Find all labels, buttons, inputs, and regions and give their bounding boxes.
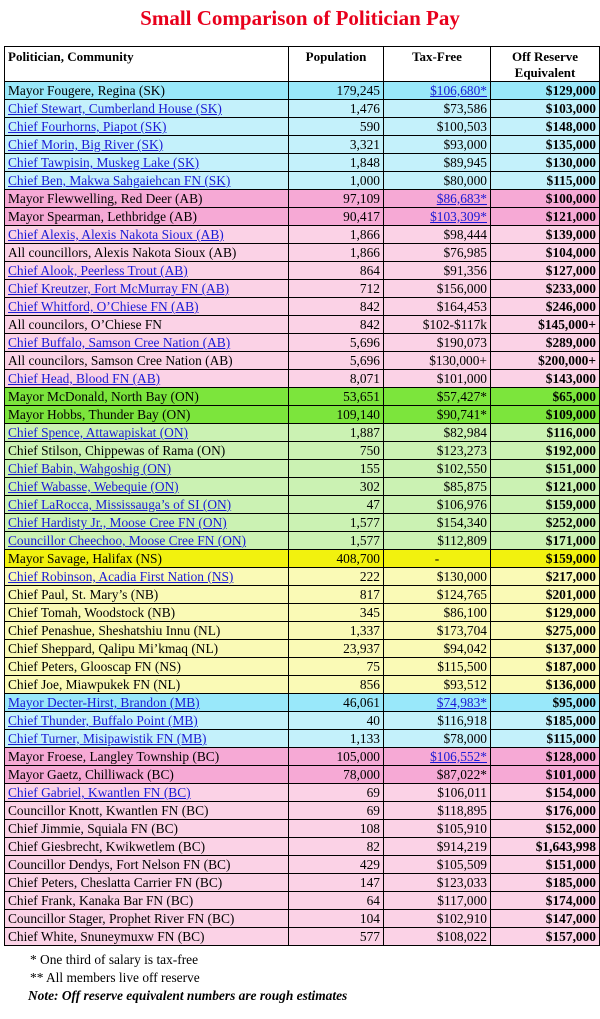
- politician-cell: Mayor Hobbs, Thunder Bay (ON): [5, 406, 289, 424]
- taxfree-cell: $154,340: [384, 514, 491, 532]
- offreserve-cell: $100,000: [491, 190, 600, 208]
- header-offreserve: [491, 47, 600, 82]
- table-row: [5, 676, 600, 694]
- table-row: [5, 370, 600, 388]
- politician-link[interactable]: Chief Tawpisin, Muskeg Lake (SK): [5, 154, 289, 172]
- population-cell: 97,109: [289, 190, 384, 208]
- taxfree-cell: $87,022*: [384, 766, 491, 784]
- taxfree-cell: $105,509: [384, 856, 491, 874]
- population-cell: 155: [289, 460, 384, 478]
- politician-cell: Chief Penashue, Sheshatshiu Innu (NL): [5, 622, 289, 640]
- table-row: [5, 316, 600, 334]
- offreserve-cell: $130,000: [491, 154, 600, 172]
- offreserve-cell: $217,000: [491, 568, 600, 586]
- politician-link[interactable]: Chief Thunder, Buffalo Point (MB): [5, 712, 289, 730]
- taxfree-cell: $85,875: [384, 478, 491, 496]
- population-cell: 842: [289, 298, 384, 316]
- population-cell: 577: [289, 928, 384, 946]
- table-row: [5, 928, 600, 946]
- footnote-taxfree: * One third of salary is tax-free: [30, 952, 199, 967]
- population-cell: 5,696: [289, 352, 384, 370]
- population-cell: 1,000: [289, 172, 384, 190]
- politician-link[interactable]: Chief Alexis, Alexis Nakota Sioux (AB): [5, 226, 289, 244]
- offreserve-cell: $151,000: [491, 856, 600, 874]
- population-cell: 108: [289, 820, 384, 838]
- offreserve-cell: $65,000: [491, 388, 600, 406]
- offreserve-cell: $152,000: [491, 820, 600, 838]
- taxfree-cell: $76,985: [384, 244, 491, 262]
- table-body: [5, 82, 600, 946]
- taxfree-cell: $190,073: [384, 334, 491, 352]
- offreserve-cell: $115,000: [491, 172, 600, 190]
- table-row: [5, 838, 600, 856]
- offreserve-cell: $252,000: [491, 514, 600, 532]
- footnote-offreserve: ** All members live off reserve: [30, 970, 200, 985]
- population-cell: 842: [289, 316, 384, 334]
- taxfree-cell: $118,895: [384, 802, 491, 820]
- population-cell: 408,700: [289, 550, 384, 568]
- table-row: [5, 424, 600, 442]
- politician-cell: All councillors, Alexis Nakota Sioux (AB): [5, 244, 289, 262]
- taxfree-cell: $73,586: [384, 100, 491, 118]
- population-cell: 53,651: [289, 388, 384, 406]
- population-cell: 82: [289, 838, 384, 856]
- table-row: [5, 910, 600, 928]
- politician-link[interactable]: Chief Buffalo, Samson Cree Nation (AB): [5, 334, 289, 352]
- taxfree-cell: $123,033: [384, 874, 491, 892]
- table-row: [5, 622, 600, 640]
- offreserve-cell: $200,000+: [491, 352, 600, 370]
- offreserve-cell: $171,000: [491, 532, 600, 550]
- politician-link[interactable]: Chief Kreutzer, Fort McMurray FN (AB): [5, 280, 289, 298]
- population-cell: 750: [289, 442, 384, 460]
- taxfree-link[interactable]: $74,983*: [384, 694, 491, 712]
- table-row: [5, 460, 600, 478]
- table-row: [5, 442, 600, 460]
- taxfree-cell: $82,984: [384, 424, 491, 442]
- taxfree-cell: $90,741*: [384, 406, 491, 424]
- taxfree-cell: $173,704: [384, 622, 491, 640]
- offreserve-cell: $176,000: [491, 802, 600, 820]
- politician-cell: Chief Joe, Miawpukek FN (NL): [5, 676, 289, 694]
- table-row: [5, 892, 600, 910]
- politician-cell: Chief White, Snuneymuxw FN (BC): [5, 928, 289, 946]
- politician-cell: Mayor Savage, Halifax (NS): [5, 550, 289, 568]
- population-cell: 147: [289, 874, 384, 892]
- header-population: Population: [289, 47, 384, 82]
- table-row: [5, 874, 600, 892]
- population-cell: 222: [289, 568, 384, 586]
- table-row: [5, 172, 600, 190]
- table-row: [5, 856, 600, 874]
- table-row: [5, 784, 600, 802]
- taxfree-cell: $117,000: [384, 892, 491, 910]
- population-cell: 1,337: [289, 622, 384, 640]
- population-cell: 46,061: [289, 694, 384, 712]
- politician-link[interactable]: Chief Turner, Misipawistik FN (MB): [5, 730, 289, 748]
- politician-link[interactable]: Chief LaRocca, Mississauga’s of SI (ON): [5, 496, 289, 514]
- offreserve-cell: $137,000: [491, 640, 600, 658]
- politician-cell: Mayor Flewwelling, Red Deer (AB): [5, 190, 289, 208]
- population-cell: 23,937: [289, 640, 384, 658]
- offreserve-cell: $101,000: [491, 766, 600, 784]
- table-header-row: [5, 47, 600, 82]
- politician-cell: Chief Tomah, Woodstock (NB): [5, 604, 289, 622]
- politician-link[interactable]: Chief Hardisty Jr., Moose Cree FN (ON): [5, 514, 289, 532]
- taxfree-cell: $93,000: [384, 136, 491, 154]
- population-cell: 5,696: [289, 334, 384, 352]
- politician-cell: Mayor McDonald, North Bay (ON): [5, 388, 289, 406]
- table-row: [5, 100, 600, 118]
- taxfree-cell: $102,910: [384, 910, 491, 928]
- politician-link[interactable]: Chief Fourhorns, Piapot (SK): [5, 118, 289, 136]
- population-cell: 345: [289, 604, 384, 622]
- politician-cell: Councillor Dendys, Fort Nelson FN (BC): [5, 856, 289, 874]
- politician-link[interactable]: Chief Babin, Wahgoshig (ON): [5, 460, 289, 478]
- taxfree-cell: $106,011: [384, 784, 491, 802]
- table-row: [5, 766, 600, 784]
- taxfree-link[interactable]: $106,552*: [384, 748, 491, 766]
- politician-cell: Chief Stilson, Chippewas of Rama (ON): [5, 442, 289, 460]
- table-row: [5, 118, 600, 136]
- taxfree-cell: $80,000: [384, 172, 491, 190]
- taxfree-cell: $57,427*: [384, 388, 491, 406]
- population-cell: 179,245: [289, 82, 384, 100]
- offreserve-cell: $289,000: [491, 334, 600, 352]
- population-cell: 1,887: [289, 424, 384, 442]
- table-row: [5, 190, 600, 208]
- offreserve-cell: $159,000: [491, 550, 600, 568]
- politician-link[interactable]: Chief Head, Blood FN (AB): [5, 370, 289, 388]
- offreserve-cell: $154,000: [491, 784, 600, 802]
- taxfree-cell: $124,765: [384, 586, 491, 604]
- population-cell: 8,071: [289, 370, 384, 388]
- table-row: [5, 514, 600, 532]
- population-cell: 78,000: [289, 766, 384, 784]
- taxfree-cell: $116,918: [384, 712, 491, 730]
- table-row: [5, 640, 600, 658]
- politician-cell: Mayor Spearman, Lethbridge (AB): [5, 208, 289, 226]
- taxfree-cell: $91,356: [384, 262, 491, 280]
- header-offreserve-line2: Equivalent: [514, 65, 576, 80]
- taxfree-cell: $115,500: [384, 658, 491, 676]
- offreserve-cell: $1,643,998: [491, 838, 600, 856]
- politician-cell: All councilors, Samson Cree Nation (AB): [5, 352, 289, 370]
- population-cell: 1,848: [289, 154, 384, 172]
- taxfree-cell: $130,000+: [384, 352, 491, 370]
- offreserve-cell: $233,000: [491, 280, 600, 298]
- taxfree-cell: $914,219: [384, 838, 491, 856]
- table-row: [5, 748, 600, 766]
- taxfree-link[interactable]: $106,680*: [384, 82, 491, 100]
- population-cell: 864: [289, 262, 384, 280]
- population-cell: 90,417: [289, 208, 384, 226]
- table-row: [5, 226, 600, 244]
- page-title: Small Comparison of Politician Pay: [140, 6, 460, 30]
- population-cell: 69: [289, 784, 384, 802]
- population-cell: 429: [289, 856, 384, 874]
- table-row: [5, 694, 600, 712]
- table-row: [5, 154, 600, 172]
- table-row: [5, 496, 600, 514]
- offreserve-cell: $128,000: [491, 748, 600, 766]
- table-row: [5, 802, 600, 820]
- table-row: [5, 388, 600, 406]
- politician-cell: Chief Peters, Cheslatta Carrier FN (BC): [5, 874, 289, 892]
- table-row: [5, 550, 600, 568]
- offreserve-cell: $157,000: [491, 928, 600, 946]
- population-cell: 64: [289, 892, 384, 910]
- table-row: [5, 208, 600, 226]
- politician-link[interactable]: Chief Whitford, O’Chiese FN (AB): [5, 298, 289, 316]
- taxfree-cell: $102-$117k: [384, 316, 491, 334]
- taxfree-cell: $94,042: [384, 640, 491, 658]
- offreserve-cell: $95,000: [491, 694, 600, 712]
- table-row: [5, 406, 600, 424]
- politician-link[interactable]: Chief Morin, Big River (SK): [5, 136, 289, 154]
- table-row: [5, 478, 600, 496]
- footnote-estimates: Note: Off reserve equivalent numbers are rough estimates: [28, 988, 348, 1003]
- population-cell: 75: [289, 658, 384, 676]
- offreserve-cell: $139,000: [491, 226, 600, 244]
- population-cell: 302: [289, 478, 384, 496]
- politician-link[interactable]: Chief Spence, Attawapiskat (ON): [5, 424, 289, 442]
- taxfree-cell: $112,809: [384, 532, 491, 550]
- table-row: [5, 730, 600, 748]
- politician-cell: Chief Frank, Kanaka Bar FN (BC): [5, 892, 289, 910]
- pay-comparison-table: [4, 46, 600, 946]
- politician-link[interactable]: Chief Robinson, Acadia First Nation (NS): [5, 568, 289, 586]
- offreserve-cell: $151,000: [491, 460, 600, 478]
- offreserve-cell: $129,000: [491, 82, 600, 100]
- table-row: [5, 352, 600, 370]
- politician-cell: Chief Giesbrecht, Kwikwetlem (BC): [5, 838, 289, 856]
- table-row: [5, 244, 600, 262]
- politician-link[interactable]: Councillor Cheechoo, Moose Cree FN (ON): [5, 532, 289, 550]
- offreserve-cell: $201,000: [491, 586, 600, 604]
- population-cell: 817: [289, 586, 384, 604]
- population-cell: 69: [289, 802, 384, 820]
- politician-link[interactable]: Chief Gabriel, Kwantlen FN (BC): [5, 784, 289, 802]
- population-cell: 1,866: [289, 244, 384, 262]
- table-row: [5, 712, 600, 730]
- politician-link[interactable]: Chief Stewart, Cumberland House (SK): [5, 100, 289, 118]
- offreserve-cell: $159,000: [491, 496, 600, 514]
- taxfree-link[interactable]: $103,309*: [384, 208, 491, 226]
- offreserve-cell: $103,000: [491, 100, 600, 118]
- offreserve-cell: $136,000: [491, 676, 600, 694]
- offreserve-cell: $187,000: [491, 658, 600, 676]
- population-cell: 47: [289, 496, 384, 514]
- header-offreserve-line1: Off Reserve: [511, 49, 579, 64]
- offreserve-cell: $109,000: [491, 406, 600, 424]
- population-cell: 590: [289, 118, 384, 136]
- politician-cell: Chief Sheppard, Qalipu Mi’kmaq (NL): [5, 640, 289, 658]
- taxfree-cell: $123,273: [384, 442, 491, 460]
- taxfree-cell: $93,512: [384, 676, 491, 694]
- politician-link[interactable]: Chief Wabasse, Webequie (ON): [5, 478, 289, 496]
- table-row: [5, 280, 600, 298]
- taxfree-cell: $86,100: [384, 604, 491, 622]
- offreserve-cell: $148,000: [491, 118, 600, 136]
- offreserve-cell: $147,000: [491, 910, 600, 928]
- population-cell: 1,476: [289, 100, 384, 118]
- offreserve-cell: $275,000: [491, 622, 600, 640]
- population-cell: 3,321: [289, 136, 384, 154]
- header-taxfree: Tax-Free: [384, 47, 491, 82]
- offreserve-cell: $104,000: [491, 244, 600, 262]
- taxfree-cell: $100,503: [384, 118, 491, 136]
- table-row: [5, 532, 600, 550]
- table-row: [5, 568, 600, 586]
- table-row: [5, 604, 600, 622]
- politician-cell: All councilors, O’Chiese FN: [5, 316, 289, 334]
- offreserve-cell: $121,000: [491, 478, 600, 496]
- population-cell: 105,000: [289, 748, 384, 766]
- offreserve-cell: $129,000: [491, 604, 600, 622]
- taxfree-cell: $130,000: [384, 568, 491, 586]
- footnotes: [30, 951, 347, 1005]
- offreserve-cell: $121,000: [491, 208, 600, 226]
- offreserve-cell: $115,000: [491, 730, 600, 748]
- population-cell: 109,140: [289, 406, 384, 424]
- politician-cell: Councillor Stager, Prophet River FN (BC): [5, 910, 289, 928]
- header-name: Politician, Community: [5, 47, 289, 82]
- offreserve-cell: $145,000+: [491, 316, 600, 334]
- population-cell: 1,577: [289, 514, 384, 532]
- taxfree-cell: -: [384, 550, 491, 568]
- table-row: [5, 262, 600, 280]
- population-cell: 712: [289, 280, 384, 298]
- taxfree-link[interactable]: $86,683*: [384, 190, 491, 208]
- table-row: [5, 298, 600, 316]
- politician-cell: Chief Peters, Glooscap FN (NS): [5, 658, 289, 676]
- taxfree-cell: $108,022: [384, 928, 491, 946]
- offreserve-cell: $127,000: [491, 262, 600, 280]
- population-cell: 1,133: [289, 730, 384, 748]
- politician-link[interactable]: Chief Alook, Peerless Trout (AB): [5, 262, 289, 280]
- offreserve-cell: $192,000: [491, 442, 600, 460]
- offreserve-cell: $185,000: [491, 874, 600, 892]
- taxfree-cell: $164,453: [384, 298, 491, 316]
- table-row: [5, 82, 600, 100]
- politician-cell: Mayor Gaetz, Chilliwack (BC): [5, 766, 289, 784]
- population-cell: 1,577: [289, 532, 384, 550]
- table-row: [5, 658, 600, 676]
- table-row: [5, 334, 600, 352]
- politician-cell: Mayor Froese, Langley Township (BC): [5, 748, 289, 766]
- taxfree-cell: $89,945: [384, 154, 491, 172]
- offreserve-cell: $185,000: [491, 712, 600, 730]
- politician-cell: Councillor Knott, Kwantlen FN (BC): [5, 802, 289, 820]
- taxfree-cell: $98,444: [384, 226, 491, 244]
- population-cell: 104: [289, 910, 384, 928]
- politician-link[interactable]: Mayor Decter-Hirst, Brandon (MB): [5, 694, 289, 712]
- population-cell: 1,866: [289, 226, 384, 244]
- table-row: [5, 820, 600, 838]
- politician-cell: Mayor Fougere, Regina (SK): [5, 82, 289, 100]
- offreserve-cell: $143,000: [491, 370, 600, 388]
- taxfree-cell: $78,000: [384, 730, 491, 748]
- table-row: [5, 136, 600, 154]
- taxfree-cell: $105,910: [384, 820, 491, 838]
- taxfree-cell: $102,550: [384, 460, 491, 478]
- offreserve-cell: $246,000: [491, 298, 600, 316]
- offreserve-cell: $116,000: [491, 424, 600, 442]
- taxfree-cell: $156,000: [384, 280, 491, 298]
- table-row: [5, 586, 600, 604]
- offreserve-cell: $135,000: [491, 136, 600, 154]
- politician-cell: Chief Paul, St. Mary’s (NB): [5, 586, 289, 604]
- population-cell: 856: [289, 676, 384, 694]
- taxfree-cell: $101,000: [384, 370, 491, 388]
- population-cell: 40: [289, 712, 384, 730]
- offreserve-cell: $174,000: [491, 892, 600, 910]
- politician-cell: Chief Jimmie, Squiala FN (BC): [5, 820, 289, 838]
- taxfree-cell: $106,976: [384, 496, 491, 514]
- politician-link[interactable]: Chief Ben, Makwa Sahgaiehcan FN (SK): [5, 172, 289, 190]
